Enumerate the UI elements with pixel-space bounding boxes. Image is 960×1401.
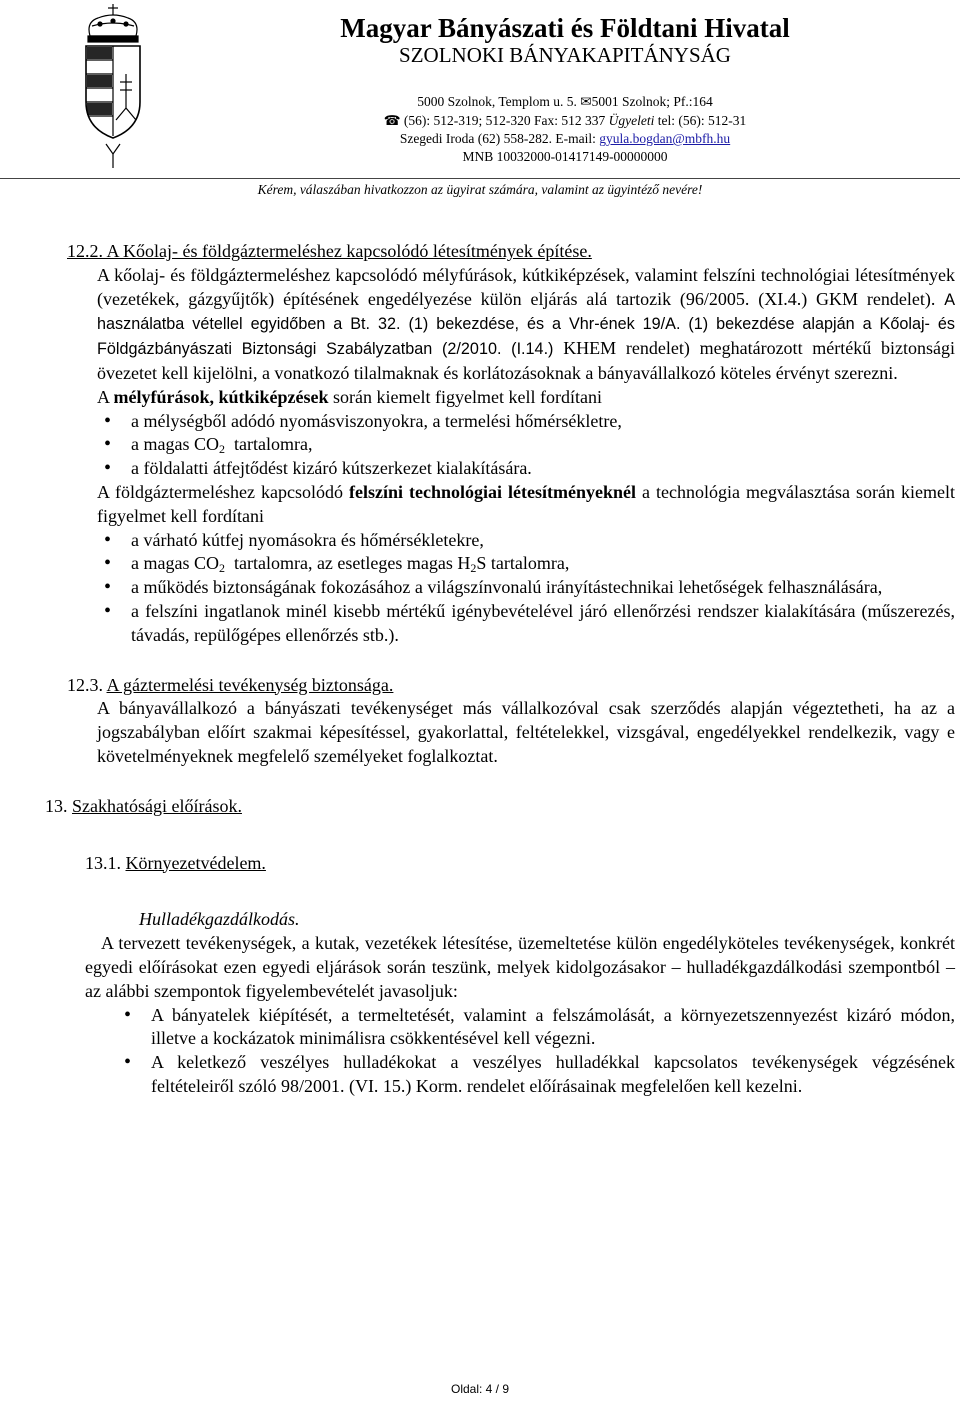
header-divider — [0, 178, 960, 179]
p1-text-c: KHEM rendelet) meghatározott mértékű biztonsági övezetet kell kijelölni, a vonatkozó tilalmaknak és korlátozásoknak a bányavállalkozó köteles érvényt szerezni. — [97, 338, 955, 383]
li-text: a magas CO — [131, 434, 219, 455]
li-sub: 2 — [218, 442, 225, 457]
office-line — [170, 129, 960, 148]
phone-line — [170, 111, 960, 130]
email-link[interactable]: gyula.bogdan@mbfh.hu — [599, 131, 731, 146]
li-text: a magas CO — [131, 553, 219, 574]
section-title: A gáztermelési tevékenység biztonsága. — [106, 674, 394, 695]
p1-text-b: A használatba vétellel egyidőben a Bt. 32. (1) bekezdése, és a Vhr-ének 19/A. (1) bekezdése alapján a Kőolaj- és Földgázbányászati Biztonsági Szabályzatban (2/2010. (I.14.) — [97, 290, 955, 359]
p1-text-a: A kőolaj- és földgáztermeléshez kapcsolódó mélyfúrások, kútkiképzések, valamint felszíni technológiai létesítmények (vezetékek, gázgyűjtők) építésének engedélyezése külön eljárás alá tartozik (96/2005. (XI.4.) GKM rendelet). — [97, 264, 955, 309]
list-item: • A keletkező veszélyes hulladékokat a veszélyes hulladékkal kapcsolatos tevékenységek végzésének feltételeiről szóló 98/2001. (VI. 15.) Korm. rendelet előírásainak megfelelően kell kezelni. — [117, 1051, 955, 1099]
section-number: 13.1. — [85, 852, 121, 873]
p3-pre: A földgáztermeléshez kapcsolódó — [97, 481, 343, 502]
list-item: • a felszíni ingatlanok minél kisebb mértékű igénybevételével járó ellenőrzési rendszer kialakítására (műszerezés, távadás, repülőgépes ellenőrzés stb.). — [97, 600, 955, 648]
waste-management-paragraph: A tervezett tevékenységek, a kutak, vezetékek létesítése, üzemeltetése külön engedélyköteles tevékenységek, konkrét egyedi előírásokat ezen egyedi eljárások során teszünk, melyek kidolgozásakor – hulladékgazdálkodási szempontból –az alábbi szempontok figyelembevételét javasoljuk: — [85, 933, 955, 1001]
address-line — [170, 92, 960, 111]
list-item: • a működés biztonságának fokozásához a világszínvonalú irányítástechnikai lehetőségek felhasználására, — [97, 576, 955, 600]
reference-notice: Kérem, válaszában hivatkozzon az ügyirat számára, valamint az ügyintéző nevére! — [257, 182, 703, 197]
agency-subtitle: SZOLNOKI BÁNYAKAPITÁNYSÁG — [399, 43, 731, 67]
li-text: tartalomra, — [233, 434, 313, 455]
list-item — [97, 433, 955, 457]
li-text: tartalomra, az esetleges magas H — [233, 553, 471, 574]
bank-line: MNB 10032000-01417149-00000000 — [462, 149, 668, 164]
section-12-2-paragraph-1 — [97, 264, 955, 386]
p2-post: során kiemelt figyelmet kell fordítani — [333, 386, 602, 407]
section-number: 12.3. — [67, 674, 103, 695]
p3-bold: felszíni technológiai létesítményeknél — [349, 481, 637, 502]
duty-label: Ügyeleti — [608, 113, 655, 128]
office-text: Szegedi Iroda (62) 558-282. E-mail: — [399, 131, 596, 146]
list-item: • a földalatti átfejtődést kizáró kútszerkezet kialakítására. — [97, 457, 955, 481]
li-text: S tartalomra, — [476, 553, 570, 574]
list-item — [97, 552, 955, 576]
telephone-icon: ☎ — [383, 113, 401, 128]
section-12-2-paragraph-2 — [97, 386, 955, 410]
section-12-3-paragraph: A bányavállalkozó a bányászati tevékenységet más vállalkozóval csak szerződés alapján végeztetheti, ha az a jogszabályban előírt szakmai képesítéssel, gyakorlattal, feltételekkel, vizsgával, engedélyekkel rendelkezik, vagy e követelményeknek megfelelő személyeket foglalkoztat. — [97, 698, 955, 766]
surface-facility-considerations-list — [97, 529, 955, 648]
waste-management-heading: Hulladékgazdálkodás. — [139, 909, 300, 930]
agency-title: Magyar Bányászati és Földtani Hivatal — [340, 13, 790, 43]
section-12-2-paragraph-3 — [97, 481, 955, 529]
p2-pre: A — [97, 386, 110, 407]
coat-of-arms-logo — [76, 2, 150, 170]
duty-phone: tel: (56): 512-31 — [657, 113, 747, 128]
list-item: • a mélységből adódó nyomásviszonyokra, a termelési hőmérsékletre, — [97, 410, 955, 434]
waste-management-list — [117, 1004, 955, 1099]
li-sub: 2 — [470, 561, 477, 576]
li-sub: 2 — [218, 561, 225, 576]
list-item: • a várható kútfej nyomásokra és hőmérsékletekre, — [97, 529, 955, 553]
p3-post: a technológia megválasztása során kiemelt figyelmet kell fordítani — [97, 481, 956, 526]
section-12-3-heading — [67, 674, 955, 698]
section-13-1-heading — [85, 852, 955, 876]
section-13-heading — [45, 795, 955, 819]
section-title: Szakhatósági előírások. — [72, 795, 242, 816]
address-text: 5000 Szolnok, Templom u. 5. — [417, 94, 577, 109]
list-item: • A bányatelek kiépítését, a termeltetését, valamint a felszámolását, a környezetszennyezést kizáró módon, illetve a kockázatok minimálisra csökkentésével kell végezni. — [117, 1004, 955, 1052]
envelope-icon: ✉ — [580, 94, 592, 109]
document-body — [45, 240, 956, 1099]
p2-bold: mélyfúrások, kútkiképzések — [113, 386, 329, 407]
pobox-text: 5001 Szolnok; Pf.:164 — [591, 94, 713, 109]
section-12-2-heading: 12.2. A Kőolaj- és földgáztermeléshez kapcsolódó létesítmények építése. — [67, 241, 592, 261]
phone-text: (56): 512-319; 512-320 Fax: 512 337 — [403, 113, 606, 128]
section-title: Környezetvédelem. — [125, 852, 266, 873]
page-number: Oldal: 4 / 9 — [450, 1382, 510, 1396]
section-number: 13. — [45, 795, 68, 816]
drilling-considerations-list — [97, 410, 955, 481]
